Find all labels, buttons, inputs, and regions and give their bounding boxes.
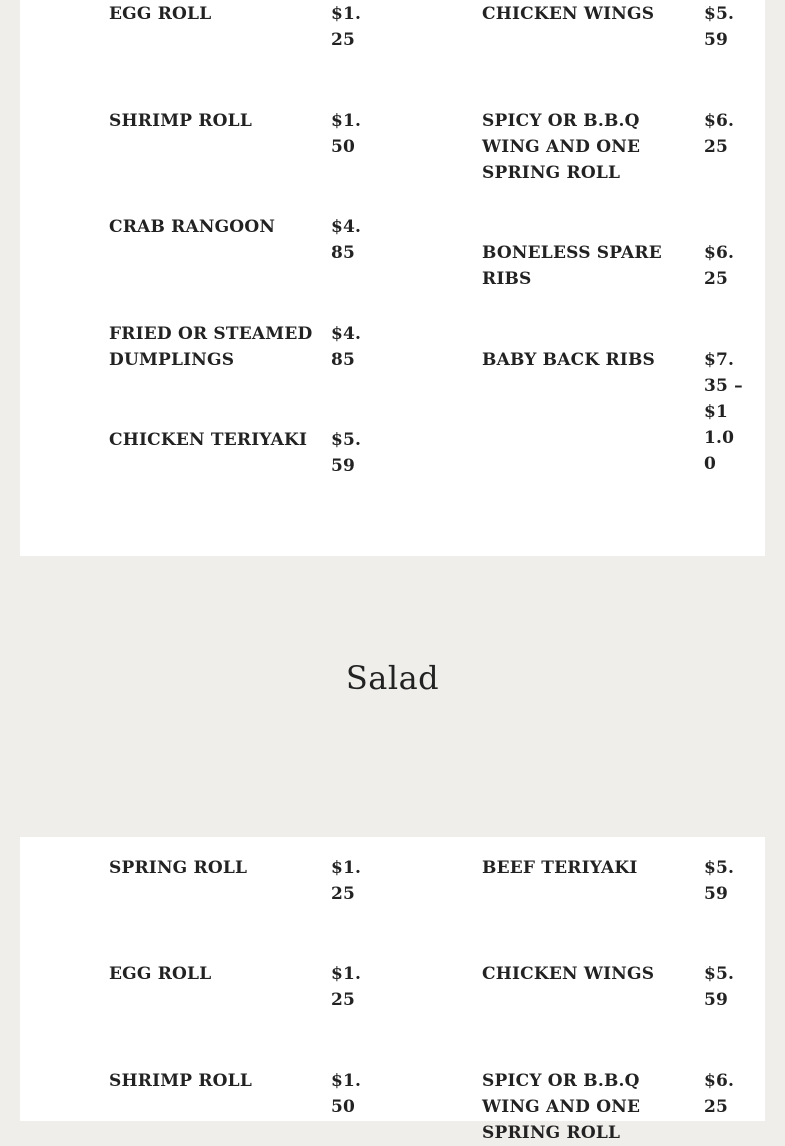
menu-section-card-salad xyxy=(20,837,765,1143)
menu-item-price: $5.59 xyxy=(704,964,735,1010)
menu-item-price: $1.25 xyxy=(331,858,362,904)
menu-item-price: $4.85 xyxy=(331,217,362,263)
section-title-salad: Salad xyxy=(345,659,440,697)
menu-item-name: SHRIMP ROLL xyxy=(109,111,252,131)
menu-item-price: $1.25 xyxy=(331,964,362,1010)
menu-item-name: SPRING ROLL xyxy=(109,858,248,878)
menu-item-price: $1.50 xyxy=(331,111,362,157)
menu-item-name: CHICKEN TERIYAKI xyxy=(109,430,308,450)
menu-item-price: $5.59 xyxy=(704,4,735,50)
menu-item-price: $1.50 xyxy=(331,1071,362,1117)
menu-item-name: BEEF TERIYAKI xyxy=(482,858,638,878)
menu-item-name: BONELESS SPARE RIBS xyxy=(482,243,662,289)
menu-item-name: SHRIMP ROLL xyxy=(109,1071,252,1091)
menu-item-price: $7.35 – $11.00 xyxy=(704,350,743,474)
menu-item-name: CRAB RANGOON xyxy=(109,217,276,237)
menu-section-card xyxy=(20,0,765,556)
menu-item-price: $6.25 xyxy=(704,1071,735,1117)
menu-item-name: SPICY OR B.B.Q WING AND ONE SPRING ROLL xyxy=(482,111,641,183)
menu-item-name: FRIED OR STEAMED DUMPLINGS xyxy=(109,324,313,370)
menu-item-name: BABY BACK RIBS xyxy=(482,350,655,370)
menu-item-name: EGG ROLL xyxy=(109,964,212,984)
menu-item-price: $5.59 xyxy=(331,430,362,476)
menu-item-price: $6.25 xyxy=(704,243,735,289)
menu-item-name: CHICKEN WINGS xyxy=(482,964,655,984)
menu-item-name: SPICY OR B.B.Q WING AND ONE SPRING ROLL xyxy=(482,1071,641,1143)
menu-item-price: $5.59 xyxy=(704,858,735,904)
menu-item-name: EGG ROLL xyxy=(109,4,212,24)
menu-item-price: $1.25 xyxy=(331,4,362,50)
menu-item-price: $4.85 xyxy=(331,324,362,370)
menu-item-name: CHICKEN WINGS xyxy=(482,4,655,24)
menu-item-price: $6.25 xyxy=(704,111,735,157)
